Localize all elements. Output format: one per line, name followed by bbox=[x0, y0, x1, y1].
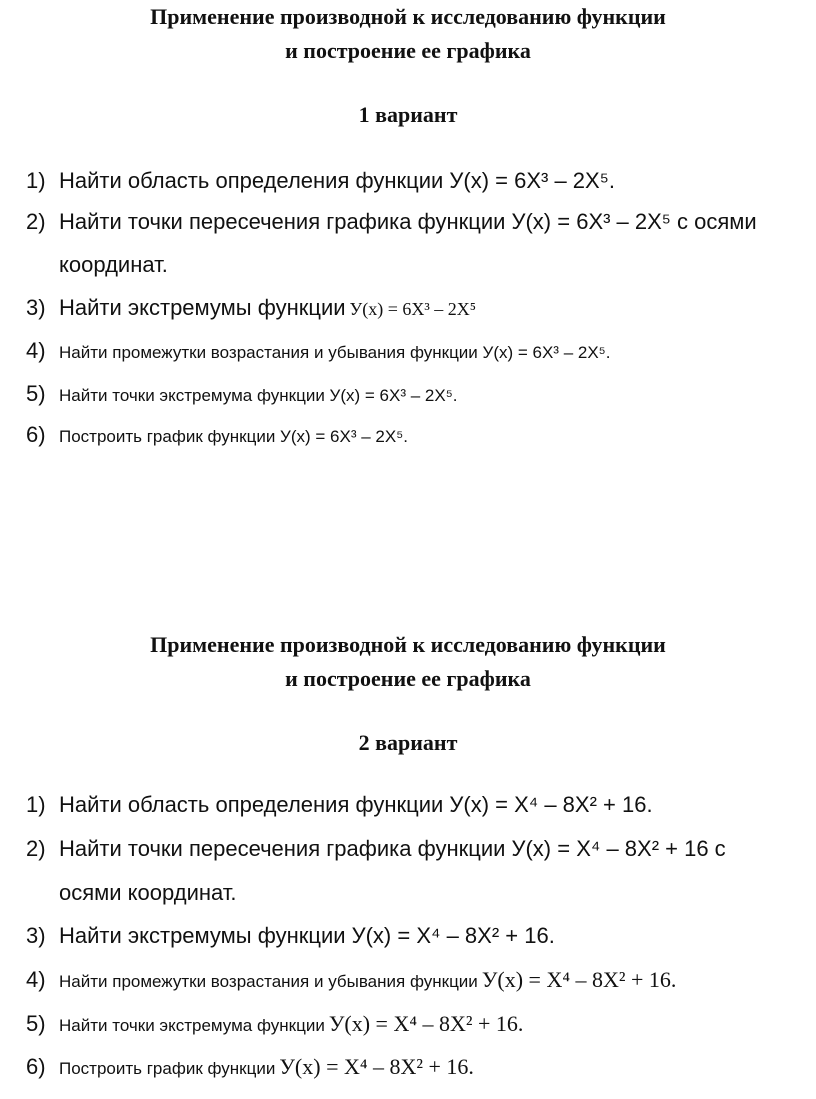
task-number: 3) bbox=[26, 923, 46, 948]
task-formula: У(х) = Х⁴ – 8Х² + 16. bbox=[328, 1011, 524, 1036]
variant-2-task-1 bbox=[26, 792, 653, 818]
task-formula: У(х) = 6Х³ – 2Х⁵ bbox=[349, 299, 477, 319]
task-text: Найти экстремумы функции У(х) = Х⁴ – 8Х² + 16. bbox=[59, 923, 555, 948]
task-text: Найти промежутки возрастания и убывания функции bbox=[59, 972, 478, 991]
task-number: 4) bbox=[26, 338, 46, 363]
variant-2-task-4 bbox=[26, 967, 676, 993]
task-formula: У(х) = Х⁴ – 8Х² + 16. bbox=[481, 967, 677, 992]
task-text: Найти точки экстремума функции У(х) = 6Х³ – 2Х⁵. bbox=[59, 386, 458, 405]
variant-1-task-2-continuation: координат. bbox=[59, 252, 168, 277]
task-number: 4) bbox=[26, 967, 46, 992]
variant-1-task-2 bbox=[26, 209, 757, 235]
variant-2-task-2 bbox=[26, 836, 726, 862]
variant-2-task-3 bbox=[26, 923, 555, 949]
variant-2-task-2-continuation: осями координат. bbox=[59, 880, 237, 905]
variant-1-task-3 bbox=[26, 295, 476, 321]
task-formula: У(х) = Х⁴ – 8Х² + 16. bbox=[279, 1054, 474, 1079]
task-number: 6) bbox=[26, 1054, 46, 1079]
task-text: Найти точки пересечения графика функции У(х) = 6Х³ – 2Х⁵ с осями bbox=[59, 209, 757, 234]
task-text: Найти область определения функции У(х) = 6Х³ – 2Х⁵. bbox=[59, 168, 615, 193]
variant-2-task-5 bbox=[26, 1011, 523, 1037]
task-number: 6) bbox=[26, 422, 46, 447]
variant-1-task-6 bbox=[26, 422, 408, 448]
task-number: 1) bbox=[26, 168, 46, 193]
task-text: Построить график функции bbox=[59, 1059, 276, 1078]
variant-1-task-4 bbox=[26, 338, 610, 364]
task-text: Найти промежутки возрастания и убывания функции У(х) = 6Х³ – 2Х⁵. bbox=[59, 343, 611, 362]
task-text: Построить график функции У(х) = 6Х³ – 2Х⁵. bbox=[59, 427, 408, 446]
task-number: 2) bbox=[26, 836, 46, 861]
variant-1-task-1 bbox=[26, 168, 615, 194]
task-text: Найти точки экстремума функции bbox=[59, 1016, 325, 1035]
task-number: 3) bbox=[26, 295, 46, 320]
task-text: Найти экстремумы функции bbox=[59, 295, 346, 320]
task-number: 5) bbox=[26, 381, 46, 406]
task-number: 2) bbox=[26, 209, 46, 234]
variant-2-title-line-1: Применение производной к исследованию функции bbox=[150, 632, 666, 657]
variant-1-task-5 bbox=[26, 381, 457, 407]
variant-1-title-line-2: и построение ее графика bbox=[285, 38, 531, 63]
task-number: 5) bbox=[26, 1011, 46, 1036]
task-text: Найти область определения функции У(х) = Х⁴ – 8Х² + 16. bbox=[59, 792, 653, 817]
variant-1-label: 1 вариант bbox=[358, 102, 458, 127]
task-text: Найти точки пересечения графика функции У(х) = Х⁴ – 8Х² + 16 с bbox=[59, 836, 726, 861]
variant-1-title-line-1: Применение производной к исследованию функции bbox=[150, 4, 666, 29]
variant-2-title-line-2: и построение ее графика bbox=[285, 666, 531, 691]
variant-2-label: 2 вариант bbox=[358, 730, 458, 755]
task-number: 1) bbox=[26, 792, 46, 817]
variant-2-task-6 bbox=[26, 1054, 474, 1080]
